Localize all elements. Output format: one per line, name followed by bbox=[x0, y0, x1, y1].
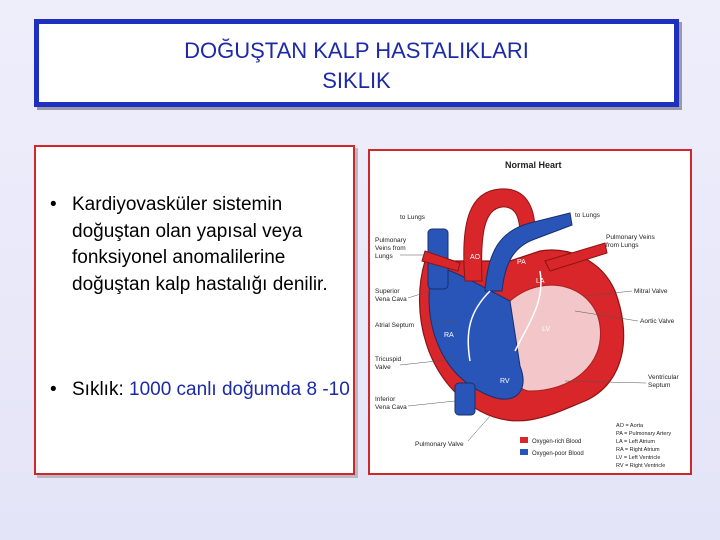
frequency-label: Sıklık: bbox=[72, 379, 130, 400]
label-atrial-septum: Atrial Septum bbox=[375, 322, 415, 329]
chamber-label-pa: PA bbox=[517, 259, 526, 266]
abbrev-rv: RV = Right Ventricle bbox=[616, 463, 666, 469]
heart-diagram-svg bbox=[370, 151, 690, 473]
label-tv-1: Tricuspid bbox=[375, 356, 402, 363]
title-line-1: DOĞUŞTAN KALP HASTALIKLARI bbox=[184, 38, 529, 63]
legend-swatch-oxygen-rich bbox=[520, 437, 528, 443]
label-pv-left-1: Pulmonary bbox=[375, 237, 407, 244]
label-aortic-valve: Aortic Valve bbox=[640, 318, 675, 325]
bullet-dot: • bbox=[50, 194, 57, 215]
bullet-definition bbox=[50, 192, 350, 298]
label-svc-2: Vena Cava bbox=[375, 296, 407, 303]
abbrev-lv: LV = Left Ventricle bbox=[616, 455, 661, 461]
abbrev-ao: AO = Aorta bbox=[616, 423, 644, 429]
chamber-label-la: LA bbox=[536, 278, 545, 285]
label-mitral-valve: Mitral Valve bbox=[634, 288, 668, 295]
chamber-label-lv: LV bbox=[542, 326, 551, 333]
abbrev-la: LA = Left Atrium bbox=[616, 439, 655, 445]
inferior-vena-cava-shape bbox=[455, 383, 475, 415]
bullet-frequency-text bbox=[72, 377, 350, 404]
text-box bbox=[34, 145, 355, 475]
label-svc-1: Superior bbox=[375, 288, 400, 295]
legend-oxygen-poor: Oxygen-poor Blood bbox=[532, 451, 584, 457]
label-ventricular-2: Septum bbox=[648, 382, 671, 389]
label-pulmonary-valve: Pulmonary Valve bbox=[415, 441, 464, 448]
label-pv-right-1: Pulmonary Veins bbox=[606, 234, 655, 241]
heart-diagram bbox=[368, 149, 692, 475]
bullet-frequency bbox=[50, 377, 350, 404]
label-tv-2: Valve bbox=[375, 364, 391, 371]
label-to-lungs-left: to Lungs bbox=[400, 214, 425, 221]
abbrev-ra: RA = Right Atrium bbox=[616, 447, 660, 453]
chamber-label-rv: RV bbox=[500, 378, 510, 385]
label-to-lungs-right: to Lungs bbox=[575, 212, 600, 219]
label-pv-left-2: Veins from bbox=[375, 245, 406, 252]
bullet-dot: • bbox=[50, 379, 57, 400]
title-line-2: SIKLIK bbox=[322, 68, 391, 93]
leader-line bbox=[468, 416, 490, 441]
chamber-label-ao: AO bbox=[470, 254, 481, 261]
legend-oxygen-rich: Oxygen-rich Blood bbox=[532, 439, 582, 445]
label-ivc-1: Inferior bbox=[375, 396, 396, 403]
diagram-heading: Normal Heart bbox=[505, 160, 562, 170]
label-pv-right-2: from Lungs bbox=[606, 242, 639, 249]
title-box bbox=[34, 19, 679, 107]
label-ivc-2: Vena Cava bbox=[375, 404, 407, 411]
label-pv-left-3: Lungs bbox=[375, 253, 393, 260]
chamber-label-ra: RA bbox=[444, 332, 454, 339]
legend-swatch-oxygen-poor bbox=[520, 449, 528, 455]
frequency-value: 1000 canlı doğumda 8 -10 bbox=[129, 379, 350, 400]
bullet-definition-text: Kardiyovasküler sistemin doğuştan olan yapısal veya fonksiyonel anomalilerine doğuştan kalp hastalığı denilir. bbox=[72, 194, 328, 295]
abbrev-pa: PA = Pulmonary Artery bbox=[616, 431, 672, 437]
leader-line bbox=[408, 401, 455, 406]
label-ventricular-1: Ventricular bbox=[648, 374, 679, 381]
